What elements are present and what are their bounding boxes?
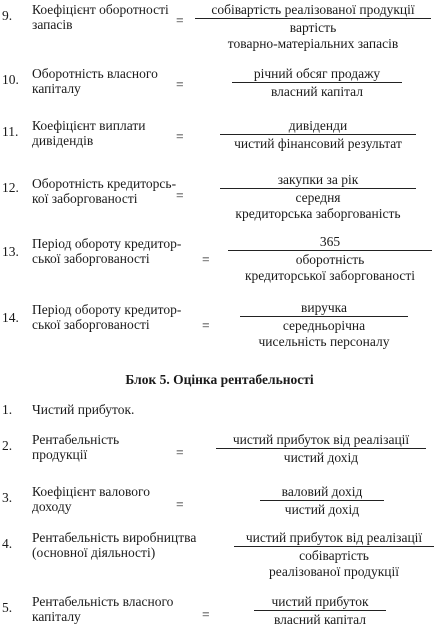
numerator: чистий прибуток	[254, 594, 386, 611]
item-number: 4.	[2, 536, 13, 551]
equals-sign: =	[176, 77, 184, 92]
item-number: 12.	[2, 180, 19, 195]
denominator-line-1: чистий дохід	[284, 502, 360, 518]
formula-fraction	[220, 172, 416, 221]
indicator-name: Рентабельність власного капіталу	[32, 594, 174, 625]
numerator: дивіденди	[220, 118, 416, 135]
denominator-line-2: реалізованої продукції	[268, 564, 400, 580]
numerator: 365	[228, 234, 432, 251]
equals-sign: =	[176, 188, 184, 203]
item-number: 1.	[2, 402, 13, 417]
equals-sign: =	[176, 497, 184, 512]
denominator-line-2: товарно-матеріальних запасів	[227, 36, 399, 52]
equals-sign: =	[202, 318, 210, 333]
denominator-line-1: оборотність	[295, 252, 365, 268]
numerator: закупки за рік	[220, 172, 416, 189]
item-number: 11.	[2, 124, 19, 139]
item-number: 3.	[2, 490, 13, 505]
item-number: 9.	[2, 8, 13, 23]
item-number: 14.	[2, 310, 19, 325]
item-number: 13.	[2, 244, 19, 259]
indicator-name: Чистий прибуток.	[32, 402, 135, 417]
denominator-line-1: середньорічна	[282, 318, 366, 334]
denominator-line-2: кредиторська заборгованість	[235, 206, 401, 222]
equals-sign: =	[202, 607, 210, 622]
numerator: валовий дохід	[260, 484, 384, 501]
denominator-line-1: власний капітал	[273, 612, 367, 628]
numerator: річний обсяг продажу	[232, 66, 402, 83]
equals-sign: =	[202, 252, 210, 267]
indicator-name: Рентабельність продукції	[32, 432, 120, 463]
denominator-line-1: середня	[295, 190, 341, 206]
formula-fraction	[260, 484, 384, 517]
numerator: чистий прибуток від реалізації	[216, 432, 426, 449]
denominator-line-1: власний капітал	[270, 84, 364, 100]
denominator-line-2: чисельність персоналу	[258, 334, 390, 350]
numerator: чистий прибуток від реалізації	[234, 530, 434, 547]
item-number: 10.	[2, 72, 19, 87]
indicator-name: Коефіцієнт виплати дивідендів	[32, 118, 146, 149]
indicator-name: Період обороту кредитор- ської заборгованості	[32, 302, 182, 333]
formula-fraction	[228, 234, 432, 283]
formula-fraction	[254, 594, 386, 627]
indicator-name: Коефіцієнт оборотності запасів	[32, 2, 169, 33]
formula-fraction	[234, 530, 434, 579]
formula-fraction	[240, 300, 408, 349]
denominator-line-2: кредиторської заборгованості	[244, 268, 416, 284]
denominator-line-1: чистий фінансовий результат	[234, 136, 402, 152]
indicator-name: Оборотність кредиторсь- кої заборгованості	[32, 176, 177, 207]
indicator-name: Період обороту кредитор- ської заборгованості	[32, 236, 182, 267]
block-heading: Блок 5. Оцінка рентабельності	[125, 372, 314, 387]
formula-fraction	[195, 2, 431, 51]
item-number: 5.	[2, 600, 13, 615]
equals-sign: =	[176, 129, 184, 144]
formula-fraction	[216, 432, 426, 465]
denominator-line-1: чистий дохід	[283, 450, 359, 466]
indicator-name: Коефіцієнт валового доходу	[32, 484, 150, 515]
equals-sign: =	[176, 445, 184, 460]
indicator-name: Рентабельність виробництва (основної діяльності)	[32, 530, 197, 561]
denominator-line-1: вартість	[289, 20, 337, 36]
numerator: собівартість реалізованої продукції	[195, 2, 431, 19]
formula-fraction	[232, 66, 402, 99]
item-number: 2.	[2, 438, 13, 453]
numerator: виручка	[240, 300, 408, 317]
equals-sign: =	[176, 13, 184, 28]
formula-fraction	[220, 118, 416, 151]
indicator-name: Оборотність власного капіталу	[32, 66, 158, 97]
denominator-line-1: собівартість	[299, 548, 369, 564]
